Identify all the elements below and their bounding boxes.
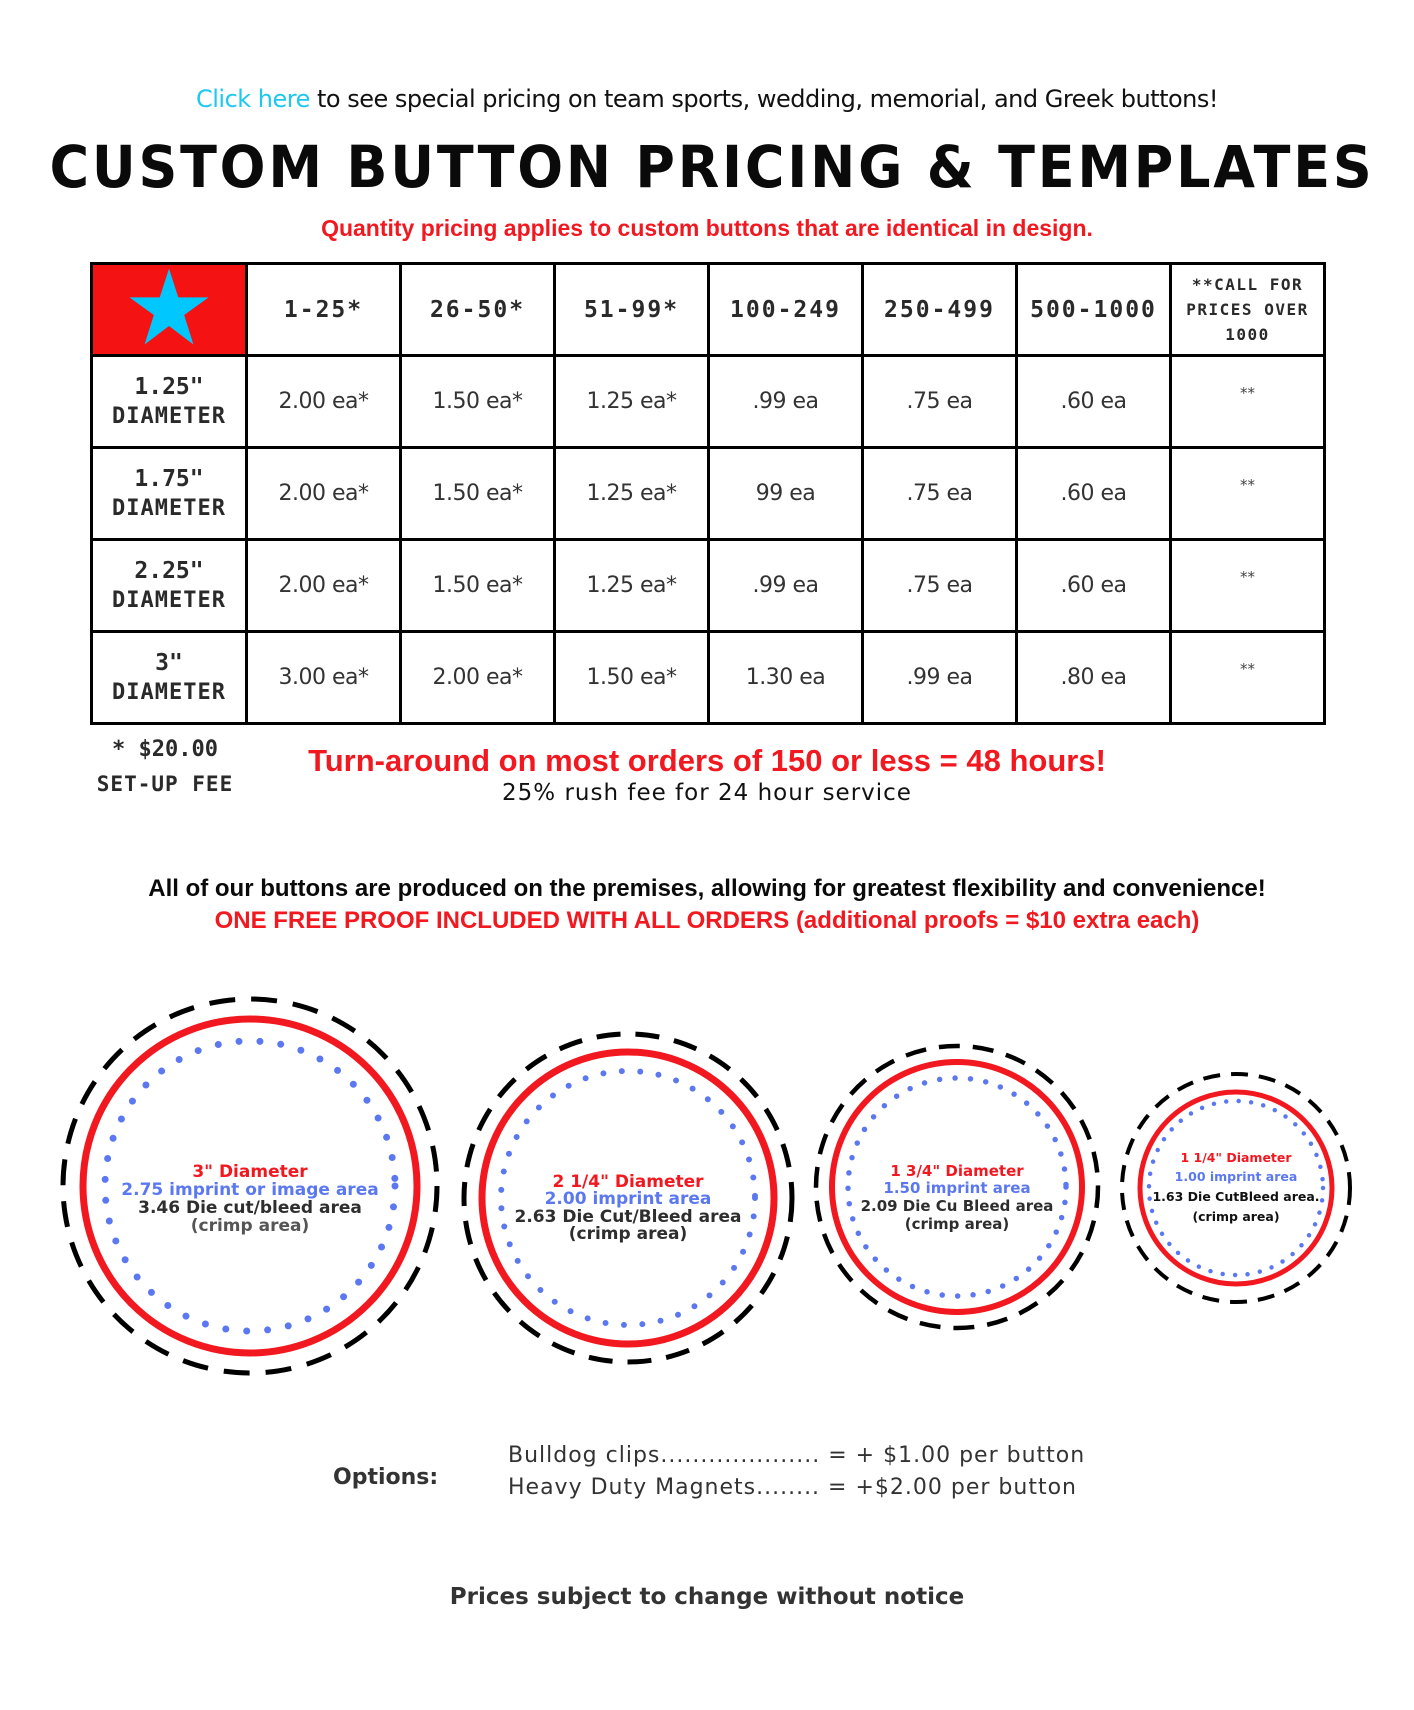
price-cell: 2.00 ea*: [247, 540, 401, 632]
price-cell: 1.25 ea*: [555, 540, 709, 632]
call-cell: [1171, 448, 1325, 540]
table-row: [92, 448, 1325, 540]
call-cell: [1171, 540, 1325, 632]
price-cell: .99 ea: [709, 540, 863, 632]
table-row: [92, 540, 1325, 632]
price-cell: .60 ea: [1017, 356, 1171, 448]
price-cell: 1.25 ea*: [555, 448, 709, 540]
diameter-red-circle: [1140, 1092, 1332, 1284]
size-label: DIAMETER: [112, 403, 226, 429]
table-row: [92, 632, 1325, 724]
template-imprint-label: 2.75 imprint or image area: [121, 1180, 379, 1200]
options-label: Options:: [333, 1465, 439, 1490]
size-label: DIAMETER: [112, 587, 226, 613]
template-diameter-label: 3" Diameter: [192, 1162, 308, 1182]
template-diameter-label: 2 1/4" Diameter: [552, 1172, 704, 1192]
size-label: DIAMETER: [112, 679, 226, 705]
size-value: 1.25": [134, 373, 204, 400]
template-crimp-label: (crimp area): [190, 1216, 310, 1236]
free-proof-notice: ONE FREE PROOF INCLUDED WITH ALL ORDERS (additional proofs = $10 extra each): [214, 907, 1200, 934]
size-cell: [92, 448, 247, 540]
premises-notice: All of our buttons are produced on the premises, allowing for greatest flexibility and convenience!: [148, 875, 1266, 902]
promo-text: to see special pricing on team sports, wedding, memorial, and Greek buttons!: [309, 85, 1219, 113]
star-icon: [124, 267, 214, 347]
template-imprint-label: 1.50 imprint area: [883, 1179, 1031, 1197]
price-cell: 1.30 ea: [709, 632, 863, 724]
setup-fee-amount: * $20.00: [112, 737, 218, 762]
template-bleed-label: 3.46 Die cut/bleed area: [138, 1198, 362, 1218]
template-imprint-label: 1.00 imprint area: [1174, 1169, 1298, 1184]
call-line: PRICES OVER: [1186, 300, 1309, 319]
call-marker: **: [1240, 476, 1255, 495]
turnaround-headline: Turn-around on most orders of 150 or less = 48 hours!: [308, 743, 1106, 778]
call-cell: [1171, 356, 1325, 448]
call-cell: [1171, 632, 1325, 724]
size-cell: [92, 632, 247, 724]
size-value: 2.25": [134, 557, 204, 584]
price-cell: 2.00 ea*: [401, 632, 555, 724]
size-label: DIAMETER: [112, 495, 226, 521]
table-row: [92, 356, 1325, 448]
price-cell: 1.50 ea*: [401, 448, 555, 540]
template-1-25in: [1122, 1074, 1350, 1302]
price-cell: 2.00 ea*: [247, 356, 401, 448]
setup-fee-label: SET-UP FEE: [96, 772, 234, 796]
price-cell: 1.25 ea*: [555, 356, 709, 448]
size-value: 1.75": [134, 465, 204, 492]
column-header: 1-25*: [247, 264, 401, 356]
size-cell: [92, 540, 247, 632]
imprint-dotted-circle: [1149, 1101, 1323, 1275]
price-disclaimer: Prices subject to change without notice: [449, 1584, 965, 1610]
click-here-link[interactable]: Click here: [195, 85, 310, 113]
price-cell: .75 ea: [863, 540, 1017, 632]
template-crimp-label: (crimp area): [1192, 1209, 1280, 1224]
button-templates: [0, 980, 1414, 1400]
price-cell: .75 ea: [863, 448, 1017, 540]
template-imprint-label: 2.00 imprint area: [544, 1189, 712, 1209]
column-header: 26-50*: [401, 264, 555, 356]
price-cell: 3.00 ea*: [247, 632, 401, 724]
size-value: 3": [155, 649, 183, 676]
column-header: 250-499: [863, 264, 1017, 356]
page-title: CUSTOM BUTTON PRICING & TEMPLATES: [49, 133, 1375, 201]
price-cell: 1.50 ea*: [555, 632, 709, 724]
option-item-magnets: Heavy Duty Magnets........ = +$2.00 per button: [508, 1475, 1077, 1500]
template-crimp-label: (crimp area): [568, 1224, 688, 1244]
size-cell: [92, 356, 247, 448]
price-cell: 1.50 ea*: [401, 356, 555, 448]
price-cell: .60 ea: [1017, 448, 1171, 540]
template-crimp-label: (crimp area): [904, 1215, 1010, 1233]
price-cell: 1.50 ea*: [401, 540, 555, 632]
call-marker: **: [1240, 568, 1255, 587]
column-header: 100-249: [709, 264, 863, 356]
price-cell: 2.00 ea*: [247, 448, 401, 540]
template-bleed-label: 2.09 Die Cu Bleed area: [860, 1197, 1054, 1215]
quantity-note: Quantity pricing applies to custom buttons that are identical in design.: [321, 215, 1093, 241]
price-cell: .99 ea: [863, 632, 1017, 724]
template-diameter-label: 1 3/4" Diameter: [890, 1162, 1024, 1180]
call-for-prices-header: [1171, 264, 1325, 356]
column-header: 51-99*: [555, 264, 709, 356]
call-marker: **: [1240, 660, 1255, 679]
price-cell: 99 ea: [709, 448, 863, 540]
call-line: **CALL FOR: [1191, 275, 1304, 294]
column-header: 500-1000: [1017, 264, 1171, 356]
template-bleed-label: 2.63 Die Cut/Bleed area: [514, 1207, 742, 1227]
call-line: 1000: [1225, 325, 1270, 344]
promo-line: [0, 85, 1414, 113]
table-header-row: [92, 264, 1325, 356]
price-cell: .99 ea: [709, 356, 863, 448]
bleed-dashed-circle: [1122, 1074, 1350, 1302]
option-item-bulldog-clips: Bulldog clips.................... = + $1.00 per button: [508, 1443, 1086, 1468]
price-cell: .75 ea: [863, 356, 1017, 448]
pricing-table: [90, 262, 1326, 725]
price-cell: .60 ea: [1017, 540, 1171, 632]
rush-fee-note: 25% rush fee for 24 hour service: [502, 780, 912, 806]
corner-star-cell: [92, 264, 247, 356]
price-cell: .80 ea: [1017, 632, 1171, 724]
template-diameter-label: 1 1/4" Diameter: [1180, 1150, 1292, 1165]
template-bleed-label: 1.63 Die CutBleed area.: [1152, 1189, 1320, 1204]
call-marker: **: [1240, 384, 1255, 403]
